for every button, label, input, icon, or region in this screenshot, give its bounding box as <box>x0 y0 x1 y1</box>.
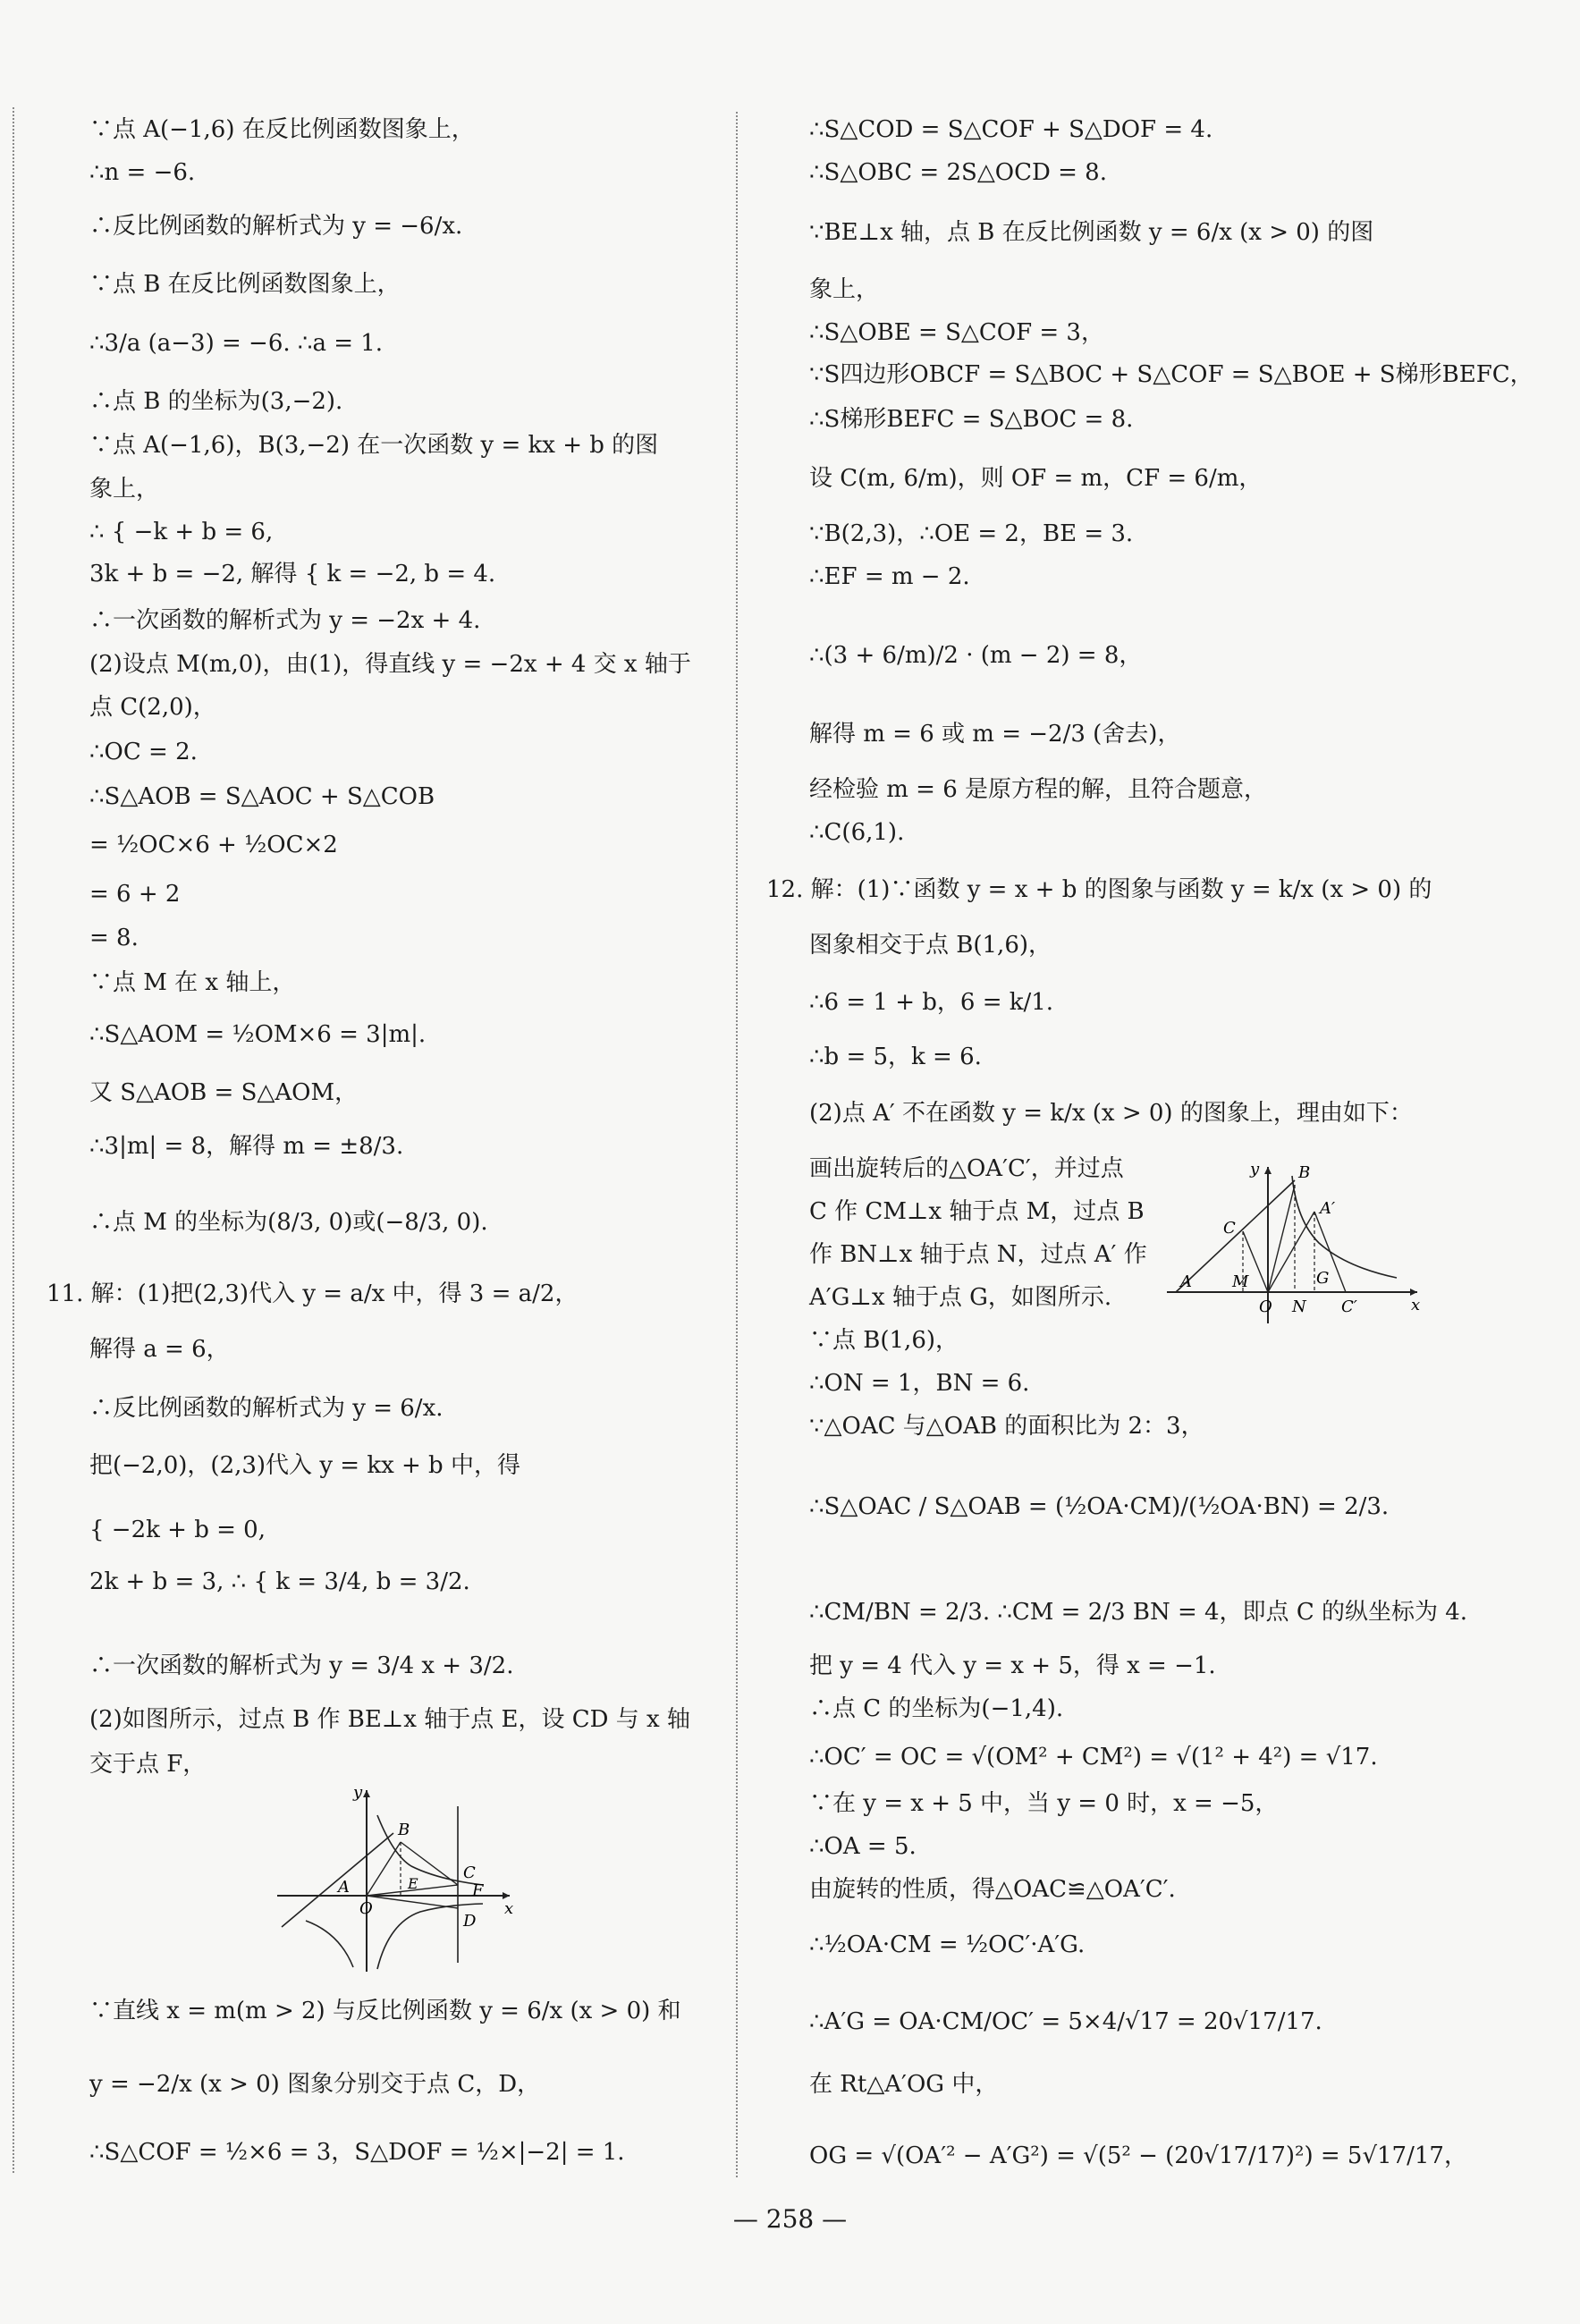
figure2-label: y <box>1250 1160 1260 1179</box>
figure2-label: N <box>1292 1297 1306 1316</box>
text-line: (2)如图所示，过点 B 作 BE⊥x 轴于点 E，设 CD 与 x 轴 <box>89 1706 690 1733</box>
text-line: ∴C(6,1). <box>809 819 905 846</box>
figure1-label: D <box>463 1912 477 1931</box>
text-line: ∴S△COD = S△COF + S△DOF = 4. <box>809 116 1213 143</box>
text-line: 设 C(m, 6/m)，则 OF = m，CF = 6/m， <box>809 465 1263 492</box>
text-line: ∴S△COF = ½×6 = 3，S△DOF = ½×|−2| = 1. <box>89 2139 625 2166</box>
figure2-label: A <box>1180 1272 1192 1291</box>
text-line: 把 y = 4 代入 y = x + 5，得 x = −1. <box>809 1652 1216 1679</box>
text-line: ∵直线 x = m(m > 2) 与反比例函数 y = 6/x (x > 0) 和 <box>89 1998 681 2024</box>
figure1-label: C <box>463 1863 476 1882</box>
text-line: ∴3/a (a−3) = −6. ∴a = 1. <box>89 330 384 357</box>
text-line: ∵△OAC 与△OAB 的面积比为 2：3， <box>809 1413 1204 1440</box>
text-line: ∵点 A(−1,6)，B(3,−2) 在一次函数 y = kx + b 的图 <box>89 432 659 459</box>
text-line: ∵点 B(1,6)， <box>809 1327 959 1354</box>
figure1-label: x <box>504 1899 514 1918</box>
figure1-label: A <box>338 1878 350 1897</box>
text-line: ∴S△AOM = ½OM×6 = 3|m|. <box>89 1021 427 1048</box>
text-line: ∴3|m| = 8，解得 m = ±8/3. <box>89 1133 404 1160</box>
figure2-label: O <box>1259 1297 1272 1316</box>
text-line: ∴EF = m − 2. <box>809 563 970 590</box>
text-line: ∴点 B 的坐标为(3,−2). <box>89 388 343 415</box>
text-line: (2)设点 M(m,0)，由(1)，得直线 y = −2x + 4 交 x 轴于 <box>89 651 691 678</box>
text-line: C 作 CM⊥x 轴于点 M，过点 B <box>809 1198 1145 1225</box>
text-line: 作 BN⊥x 轴于点 N，过点 A′ 作 <box>809 1241 1147 1268</box>
text-line: 交于点 F， <box>89 1751 207 1778</box>
text-line: ∵S四边形OBCF = S△BOC + S△COF = S△BOE + S梯形BEFC， <box>809 361 1534 388</box>
text-line: 经检验 m = 6 是原方程的解，且符合题意， <box>809 776 1268 803</box>
figure1-label: B <box>398 1821 410 1839</box>
text-line: ∵点 B 在反比例函数图象上， <box>89 271 401 298</box>
text-line: 画出旋转后的△OA′C′，并过点 <box>809 1155 1124 1182</box>
figure1-label: y <box>353 1783 363 1802</box>
figure1-label: E <box>408 1875 418 1892</box>
text-line: ∴点 M 的坐标为(8/3, 0)或(−8/3, 0). <box>89 1209 488 1236</box>
text-line: ∴一次函数的解析式为 y = 3/4 x + 3/2. <box>89 1652 514 1679</box>
text-line: 又 S△AOB = S△AOM， <box>89 1079 359 1106</box>
text-line: 象上， <box>809 276 880 303</box>
text-line: ∴S△OBC = 2S△OCD = 8. <box>809 159 1107 186</box>
figure2-label: M <box>1232 1272 1249 1291</box>
text-line: OG = √(OA′² − A′G²) = √(5² − (20√17/17)²) = 5√17/17， <box>809 2142 1467 2169</box>
text-line: ∴点 C 的坐标为(−1,4). <box>809 1695 1064 1722</box>
question-12-heading: 12. 解：(1)∵函数 y = x + b 的图象与函数 y = k/x (x > 0) 的 <box>766 876 1432 903</box>
text-line: = 8. <box>89 925 139 951</box>
equation-system-line: { −2k + b = 0, <box>89 1517 266 1543</box>
figure2-label: C′ <box>1341 1297 1357 1316</box>
text-line: ∴S梯形BEFC = S△BOC = 8. <box>809 406 1134 433</box>
text-line: 图象相交于点 B(1,6)， <box>809 932 1052 959</box>
equation-system-line: ∴ { −k + b = 6, <box>89 519 274 545</box>
column-divider <box>736 112 738 2177</box>
equation-system-line: 2k + b = 3, ∴ { k = 3/4, b = 3/2. <box>89 1568 470 1595</box>
text-line: ∵点 M 在 x 轴上， <box>89 969 296 996</box>
text-line: ∵B(2,3)，∴OE = 2，BE = 3. <box>809 520 1134 547</box>
figure2-label: B <box>1298 1163 1311 1182</box>
text-line: ∴b = 5，k = 6. <box>809 1044 982 1070</box>
text-line: 象上， <box>89 476 160 503</box>
text-line: y = −2/x (x > 0) 图象分别交于点 C，D， <box>89 2071 541 2098</box>
text-line: ∴一次函数的解析式为 y = −2x + 4. <box>89 607 481 634</box>
figure2-label: A′ <box>1320 1199 1336 1218</box>
figure1-label: F <box>472 1881 484 1900</box>
equation-system-line: 3k + b = −2, 解得 { k = −2, b = 4. <box>89 561 496 587</box>
text-line: = ½OC×6 + ½OC×2 <box>89 832 338 858</box>
text-line: 由旋转的性质，得△OAC≌△OA′C′. <box>809 1876 1176 1903</box>
text-line: ∴S△OAC / S△OAB = (½OA·CM)/(½OA·BN) = 2/3. <box>809 1493 1390 1520</box>
text-line: ∴反比例函数的解析式为 y = −6/x. <box>89 213 463 240</box>
text-line: ∴反比例函数的解析式为 y = 6/x. <box>89 1395 444 1422</box>
figure2-label: x <box>1411 1296 1421 1314</box>
text-line: 解得 a = 6， <box>89 1336 230 1363</box>
text-line: ∴OC = 2. <box>89 739 198 765</box>
text-line: 把(−2,0)，(2,3)代入 y = kx + b 中，得 <box>89 1452 520 1479</box>
text-line: 在 Rt△A′OG 中， <box>809 2071 999 2098</box>
text-line: 解得 m = 6 或 m = −2/3 (舍去)， <box>809 721 1181 748</box>
text-line: 点 C(2,0)， <box>89 694 216 721</box>
text-line: ∴S△OBE = S△COF = 3， <box>809 319 1104 346</box>
text-line: ∴S△AOB = S△AOC + S△COB <box>89 783 435 810</box>
left-margin-rule <box>13 107 14 2173</box>
question-11-heading: 11. 解：(1)把(2,3)代入 y = a/x 中，得 3 = a/2， <box>46 1280 579 1307</box>
text-line: ∴(3 + 6/m)/2 · (m − 2) = 8， <box>809 642 1143 669</box>
page-number: — 258 — <box>732 2204 848 2234</box>
figure-q12-graph <box>1162 1158 1431 1328</box>
text-line: (2)点 A′ 不在函数 y = k/x (x > 0) 的图象上，理由如下： <box>809 1100 1413 1127</box>
text-line: ∵在 y = x + 5 中，当 y = 0 时，x = −5， <box>809 1790 1279 1817</box>
figure2-label: C <box>1223 1219 1236 1238</box>
figure-q11-graph <box>268 1779 528 1976</box>
text-line: ∵BE⊥x 轴，点 B 在反比例函数 y = 6/x (x > 0) 的图 <box>809 219 1374 246</box>
text-line: = 6 + 2 <box>89 881 181 908</box>
text-line: ∴ON = 1，BN = 6. <box>809 1370 1030 1397</box>
text-line: ∴½OA·CM = ½OC′·A′G. <box>809 1931 1086 1958</box>
text-line: ∴6 = 1 + b，6 = k/1. <box>809 989 1054 1016</box>
text-line: ∴n = −6. <box>89 159 196 186</box>
text-line: ∴CM/BN = 2/3. ∴CM = 2/3 BN = 4，即点 C 的纵坐标为 4. <box>809 1599 1468 1626</box>
text-line: ∴OC′ = OC = √(OM² + CM²) = √(1² + 4²) = √17. <box>809 1744 1378 1770</box>
figure1-label: O <box>359 1899 373 1918</box>
text-line: A′G⊥x 轴于点 G，如图所示. <box>809 1284 1112 1311</box>
figure2-label: G <box>1316 1269 1330 1288</box>
text-line: ∵点 A(−1,6) 在反比例函数图象上， <box>89 116 475 143</box>
text-line: ∴OA = 5. <box>809 1833 917 1860</box>
text-line: ∴A′G = OA·CM/OC′ = 5×4/√17 = 20√17/17. <box>809 2008 1322 2035</box>
